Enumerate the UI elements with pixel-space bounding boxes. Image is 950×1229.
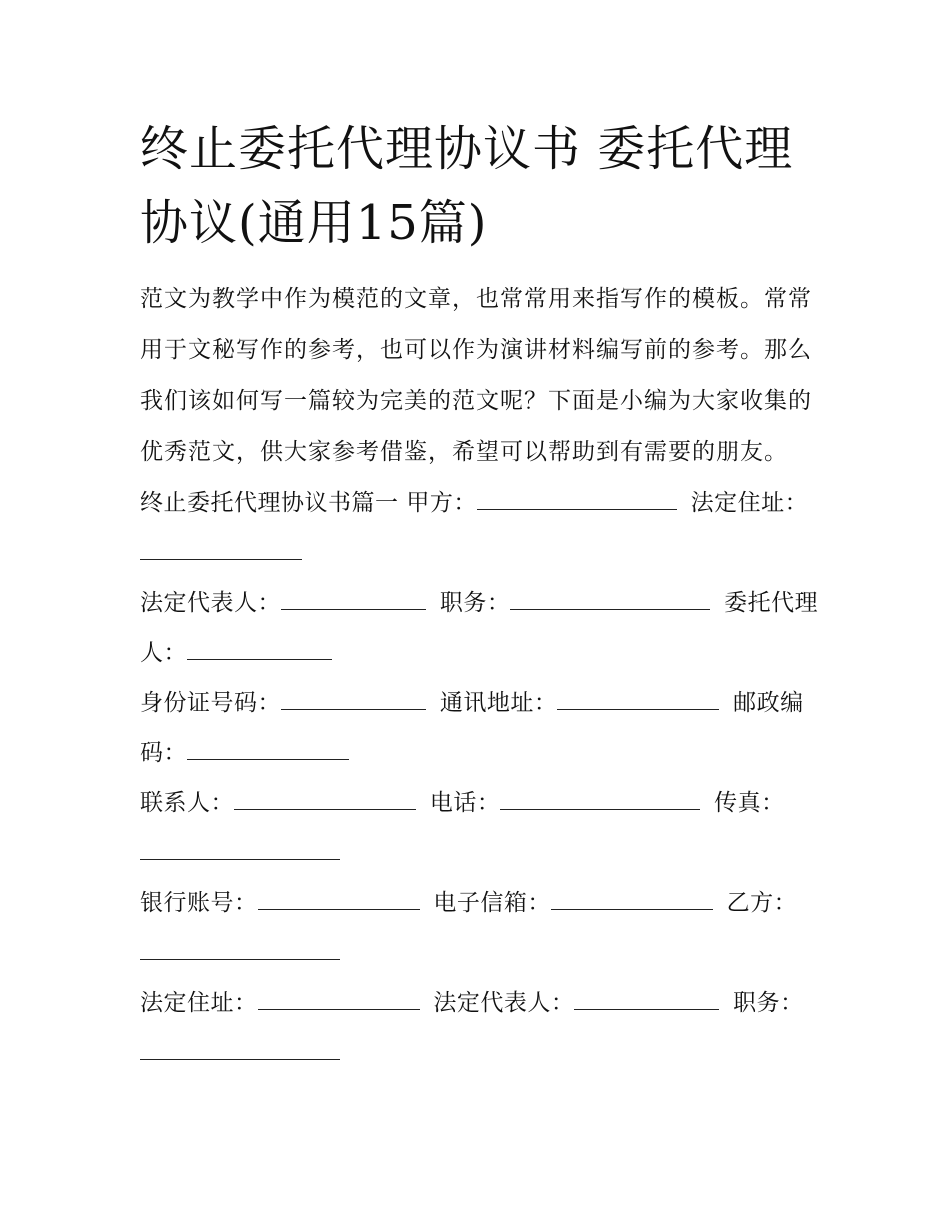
field-paragraph xyxy=(140,578,820,678)
field-paragraph xyxy=(140,778,820,878)
field-label: 电话： xyxy=(429,790,501,816)
blank-line xyxy=(140,837,340,860)
field-label: 职务： xyxy=(733,990,804,1016)
field-label: 联系人： xyxy=(140,790,234,816)
field-paragraph xyxy=(140,978,820,1078)
document-title: 终止委托代理协议书 委托代理协议(通用15篇) xyxy=(140,121,794,251)
blank-line xyxy=(140,937,340,960)
field-paragraph xyxy=(140,478,820,578)
field-label: 银行账号： xyxy=(140,890,258,916)
section-heading: 终止委托代理协议书篇一 xyxy=(140,490,407,516)
blank-line xyxy=(140,537,302,560)
field-label: 法定住址： xyxy=(140,990,258,1016)
blank-line xyxy=(510,587,710,610)
document-page xyxy=(140,112,820,1078)
intro-paragraph: 范文为教学中作为模范的文章，也常常用来指写作的模板。常常用于文秘写作的参考，也可以作为演讲材料编写前的参考。那么我们该如何写一篇较为完美的范文呢？下面是小编为大家收集的优秀范文，供大家参考借鉴，希望可以帮助到有需要的朋友。 xyxy=(140,286,812,465)
field-label: 法定住址： xyxy=(690,490,809,516)
blank-line xyxy=(258,887,420,910)
field-label: 电子信箱： xyxy=(433,890,551,916)
field-paragraph xyxy=(140,678,820,778)
blank-line xyxy=(234,787,416,810)
blank-line xyxy=(574,987,719,1010)
blank-line xyxy=(557,687,719,710)
field-label: 通讯地址： xyxy=(439,690,558,716)
blank-line xyxy=(187,637,332,660)
field-label: 甲方： xyxy=(406,490,477,516)
form-fields xyxy=(140,478,820,1078)
field-label: 法定代表人： xyxy=(433,990,575,1016)
blank-line xyxy=(140,1037,340,1060)
blank-line xyxy=(477,487,677,510)
field-paragraph xyxy=(140,878,820,978)
field-label: 邮政编码： xyxy=(140,690,804,766)
blank-line xyxy=(500,787,700,810)
blank-line xyxy=(281,587,426,610)
field-label: 职务： xyxy=(439,590,511,616)
field-label: 法定代表人： xyxy=(140,590,281,616)
blank-line xyxy=(551,887,713,910)
blank-line xyxy=(187,737,349,760)
blank-line xyxy=(281,687,426,710)
field-label: 身份证号码： xyxy=(140,690,281,716)
field-label: 委托代理人： xyxy=(140,590,819,666)
blank-line xyxy=(258,987,420,1010)
field-label: 传真： xyxy=(714,790,785,816)
field-label: 乙方： xyxy=(726,890,798,916)
